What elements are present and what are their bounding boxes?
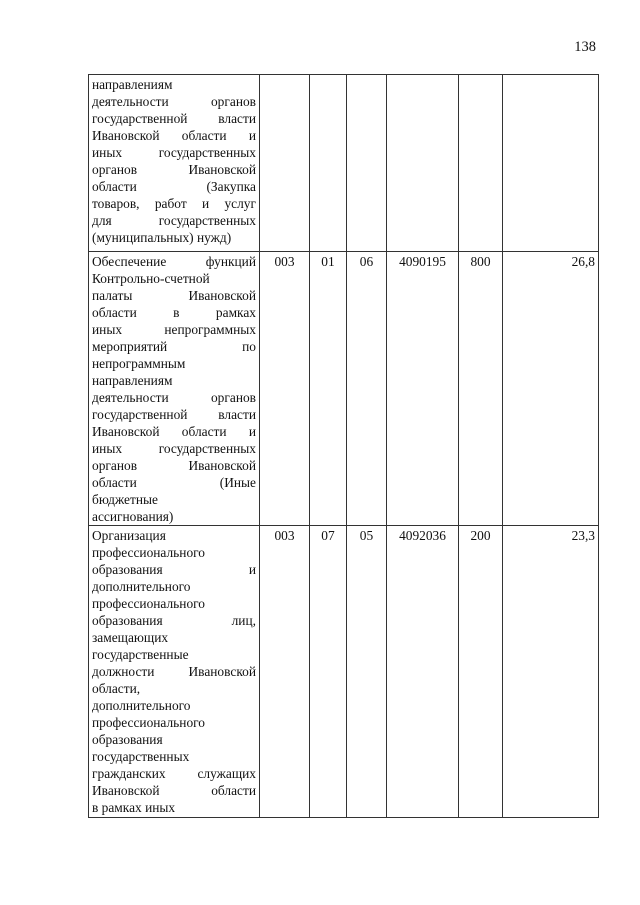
expense-name-line: государственной власти	[92, 407, 256, 422]
subsection-code-cell	[347, 75, 387, 252]
expense-name-line: образования и	[92, 562, 256, 577]
expense-name-line: иных непрограммных	[92, 322, 256, 337]
expense-name-line: иных государственных	[92, 145, 256, 160]
expense-name-line: образования лиц,	[92, 613, 256, 628]
table-row	[89, 526, 599, 818]
expense-name-line: Обеспечение функций	[92, 254, 256, 269]
subsection-code-cell: 06	[347, 252, 387, 526]
expense-type-cell: 200	[459, 526, 503, 818]
ministry-code-cell: 003	[260, 252, 310, 526]
expense-name-line: области (Закупка	[92, 179, 256, 194]
expense-name-line: палаты Ивановской	[92, 288, 256, 303]
expense-name-line: замещающих	[92, 630, 169, 645]
section-code-cell: 01	[310, 252, 347, 526]
expense-type-cell: 800	[459, 252, 503, 526]
expense-name-line: товаров, работ и услуг	[92, 196, 256, 211]
expense-name-line: непрограммным	[92, 356, 186, 371]
expense-name-line: бюджетные	[92, 492, 158, 507]
section-code-cell	[310, 75, 347, 252]
expense-name-line: иных государственных	[92, 441, 256, 456]
target-article-cell: 4092036	[387, 526, 459, 818]
expense-name-line: в рамках иных	[92, 800, 176, 815]
expense-name-line: Контрольно-счетной	[92, 271, 210, 286]
expense-name-line: деятельности органов	[92, 390, 256, 405]
amount-cell: 26,8	[503, 252, 599, 526]
expense-name-line: профессионального	[92, 596, 205, 611]
expense-name-line: дополнительного	[92, 579, 191, 594]
budget-table	[88, 74, 599, 818]
ministry-code-cell: 003	[260, 526, 310, 818]
expense-name-line: области (Иные	[92, 475, 256, 490]
expense-name-line: мероприятий по	[92, 339, 256, 354]
expense-name-line: должности Ивановской	[92, 664, 256, 679]
table-row	[89, 252, 599, 526]
expense-name-line: органов Ивановской	[92, 162, 256, 177]
amount-cell: 23,3	[503, 526, 599, 818]
expense-name-cell	[89, 75, 260, 252]
target-article-cell: 4090195	[387, 252, 459, 526]
expense-name-line: деятельности органов	[92, 94, 256, 109]
amount-cell	[503, 75, 599, 252]
expense-name-cell	[89, 526, 260, 818]
ministry-code-cell	[260, 75, 310, 252]
expense-name-line: профессионального	[92, 545, 205, 560]
expense-name-cell	[89, 252, 260, 526]
expense-name-line: органов Ивановской	[92, 458, 256, 473]
subsection-code-cell: 05	[347, 526, 387, 818]
expense-name-line: государственной власти	[92, 111, 256, 126]
expense-name-line: Ивановской области	[92, 783, 256, 798]
expense-name-line: направлениям	[92, 77, 173, 92]
expense-name-line: государственных	[92, 749, 190, 764]
table-row	[89, 75, 599, 252]
section-code-cell: 07	[310, 526, 347, 818]
expense-name-line: области в рамках	[92, 305, 256, 320]
expense-name-line: Ивановской области и	[92, 424, 256, 439]
expense-name-line: Организация	[92, 528, 166, 543]
page-number: 138	[574, 39, 596, 55]
expense-name-line: государственные	[92, 647, 189, 662]
expense-name-line: области,	[92, 681, 141, 696]
expense-name-line: Ивановской области и	[92, 128, 256, 143]
target-article-cell	[387, 75, 459, 252]
expense-name-line: ассигнования)	[92, 509, 174, 524]
expense-name-line: для государственных	[92, 213, 256, 228]
expense-type-cell	[459, 75, 503, 252]
expense-name-line: профессионального	[92, 715, 205, 730]
expense-name-line: гражданских служащих	[92, 766, 256, 781]
expense-name-line: дополнительного	[92, 698, 191, 713]
expense-name-line: направлениям	[92, 373, 173, 388]
expense-name-line: (муниципальных) нужд)	[92, 230, 232, 245]
expense-name-line: образования	[92, 732, 163, 747]
